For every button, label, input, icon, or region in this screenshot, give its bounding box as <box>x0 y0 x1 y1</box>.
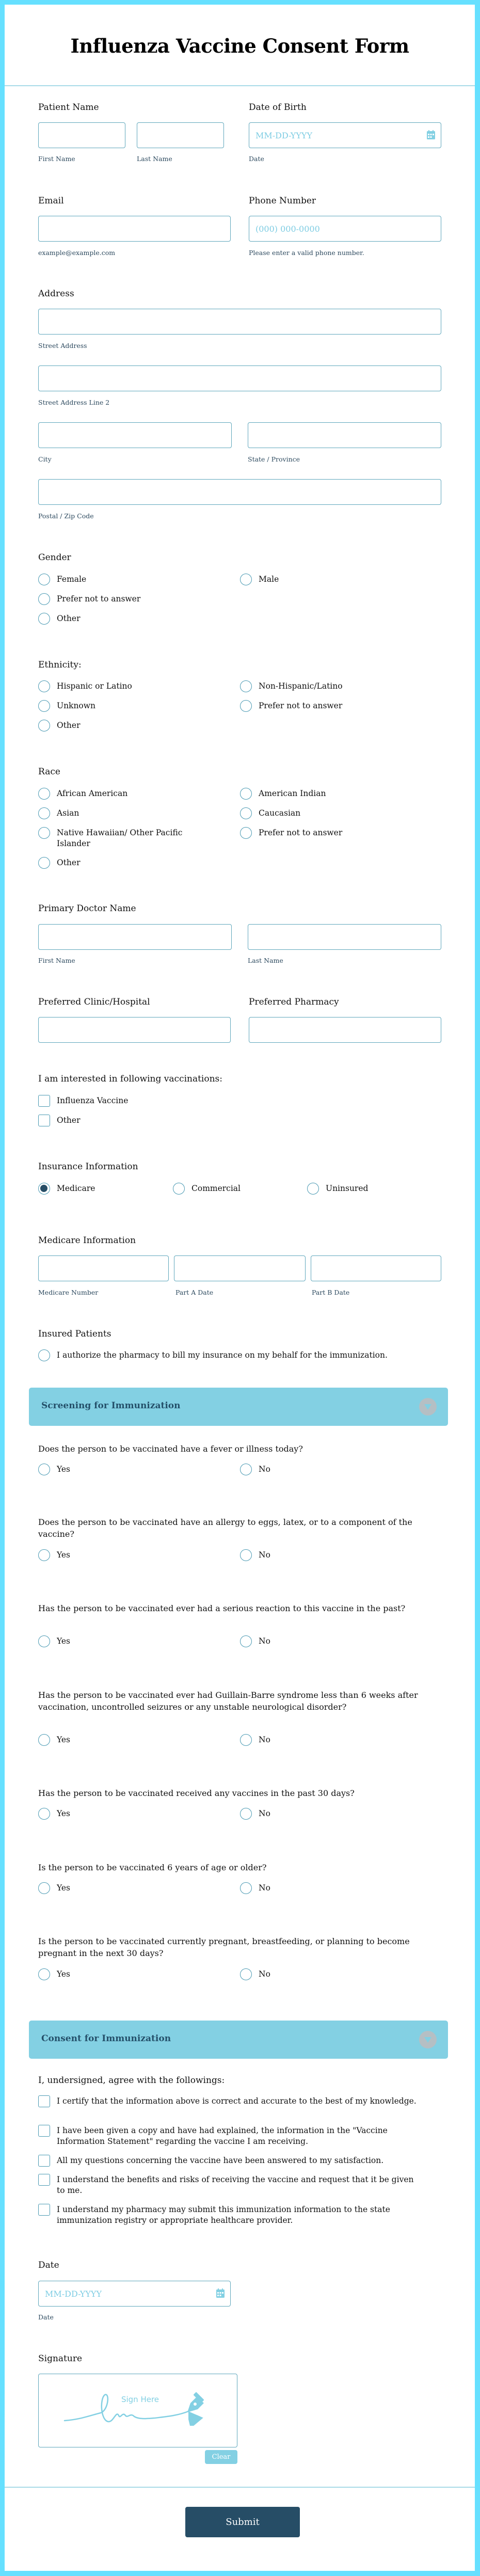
ethnicity-option-hispanic[interactable] <box>38 681 132 692</box>
screening-q4-option-yes[interactable] <box>38 1735 70 1746</box>
signature-label: Signature <box>38 2354 83 2364</box>
gender-option-other[interactable] <box>38 613 81 625</box>
radio-button[interactable] <box>38 1635 50 1647</box>
option-label: No <box>259 1969 270 1979</box>
consent-item-1[interactable] <box>38 2096 420 2107</box>
ethnicity-option-prefer-not[interactable] <box>240 701 342 712</box>
screening-question-5: Has the person to be vaccinated received any vaccines in the past 30 days? <box>38 1788 355 1798</box>
consent-label: I, undersigned, agree with the followings: <box>38 2075 225 2086</box>
race-option-native-hawaiian[interactable] <box>38 828 203 849</box>
address-label: Address <box>38 289 74 299</box>
insurance-option-uninsured[interactable] <box>307 1183 368 1195</box>
option-label: African American <box>57 789 128 798</box>
insured-authorize-option[interactable] <box>38 1350 388 1361</box>
vaccination-option-other[interactable] <box>38 1115 81 1126</box>
option-label: No <box>259 1735 270 1744</box>
option-label: Influenza Vaccine <box>57 1096 129 1105</box>
option-label: Yes <box>57 1735 71 1744</box>
street-address-line2-input[interactable] <box>38 365 441 391</box>
screening-question-6: Is the person to be vaccinated 6 years of age or older? <box>38 1863 267 1872</box>
checkbox[interactable] <box>38 1095 50 1107</box>
radio-button[interactable] <box>38 827 50 839</box>
calendar-icon[interactable] <box>427 130 435 139</box>
radio-button[interactable] <box>38 720 50 732</box>
doctor-name-label: Primary Doctor Name <box>38 903 136 914</box>
collapse-toggle-icon[interactable] <box>419 2031 437 2048</box>
radio-button[interactable] <box>38 613 50 625</box>
option-label: I understand my pharmacy may submit this immunization information to the state immunization registry or appropriate healthcare provider. <box>57 2205 390 2225</box>
consent-item-2[interactable] <box>38 2125 420 2147</box>
section-title: Screening for Immunization <box>41 1401 181 1411</box>
gender-option-female[interactable] <box>38 574 86 585</box>
option-label: Medicare <box>57 1184 95 1193</box>
date-input[interactable] <box>38 2281 231 2307</box>
checkbox[interactable] <box>38 2204 50 2216</box>
dob-field <box>249 122 441 148</box>
option-label: Other <box>57 858 81 867</box>
submit-button[interactable]: Submit <box>185 2507 300 2537</box>
radio-button[interactable] <box>240 1968 252 1980</box>
radio-button[interactable] <box>38 574 50 585</box>
option-label: Yes <box>57 1465 71 1474</box>
radio-button-selected[interactable] <box>38 1183 50 1195</box>
radio-button[interactable] <box>38 1464 50 1475</box>
phone-label: Phone Number <box>249 196 316 206</box>
pharmacy-label: Preferred Pharmacy <box>249 997 339 1007</box>
race-option-prefer-not[interactable] <box>240 828 342 839</box>
email-input[interactable] <box>38 216 231 242</box>
screening-q4-option-no[interactable] <box>240 1735 270 1746</box>
section-title: Consent for Immunization <box>41 2033 171 2044</box>
doctor-last-name-sublabel: Last Name <box>248 957 283 964</box>
pharmacy-input[interactable] <box>249 1017 441 1043</box>
screening-question-2: Does the person to be vaccinated have an allergy to eggs, latex, or to a component of the vaccine? <box>38 1517 412 1539</box>
radio-button[interactable] <box>240 1635 252 1647</box>
radio-button[interactable] <box>240 1549 252 1561</box>
date-field <box>38 2281 231 2307</box>
option-label: I authorize the pharmacy to bill my insurance on my behalf for the immunization. <box>57 1350 388 1360</box>
screening-q6-option-no[interactable] <box>240 1883 270 1894</box>
screening-q3-option-yes[interactable] <box>38 1636 70 1647</box>
medicare-number-sublabel: Medicare Number <box>38 1289 99 1296</box>
doctor-first-name-sublabel: First Name <box>38 957 75 964</box>
option-label: Asian <box>57 808 79 818</box>
city-input[interactable] <box>38 422 232 448</box>
calendar-icon[interactable] <box>216 2288 225 2298</box>
screening-question-7: Is the person to be vaccinated currently pregnant, breastfeeding, or planning to become pregnant in the next 30 days? <box>38 1936 410 1958</box>
option-label: Native Hawaiian/ Other Pacific Islander <box>57 828 183 848</box>
screening-q7-option-no[interactable] <box>240 1969 270 1980</box>
form-title: Influenza Vaccine Consent Form <box>70 35 409 57</box>
radio-button[interactable] <box>240 788 252 800</box>
radio-button[interactable] <box>38 807 50 819</box>
option-label: Non-Hispanic/Latino <box>259 681 343 691</box>
option-label: No <box>259 1883 270 1893</box>
race-option-asian[interactable] <box>38 808 79 819</box>
radio-button[interactable] <box>38 857 50 869</box>
option-label: No <box>259 1465 270 1474</box>
radio-button[interactable] <box>307 1183 319 1195</box>
street-address-input[interactable] <box>38 309 441 335</box>
ethnicity-label: Ethnicity: <box>38 660 82 670</box>
option-label: Female <box>57 575 87 584</box>
patient-name-label: Patient Name <box>38 102 99 113</box>
zip-input[interactable] <box>38 479 441 505</box>
street-address-sublabel: Street Address <box>38 342 87 349</box>
collapse-toggle-icon[interactable] <box>419 1398 437 1416</box>
patient-last-name-input[interactable] <box>137 122 224 148</box>
option-label: Yes <box>57 1969 71 1979</box>
radio-button[interactable] <box>38 593 50 605</box>
option-label: Hispanic or Latino <box>57 681 132 691</box>
screening-question-1: Does the person to be vaccinated have a fever or illness today? <box>38 1444 303 1454</box>
option-label: Prefer not to answer <box>259 701 343 710</box>
option-label: Prefer not to answer <box>259 828 343 837</box>
state-sublabel: State / Province <box>248 455 300 463</box>
first-name-sublabel: First Name <box>38 155 75 163</box>
option-label: Yes <box>57 1809 71 1818</box>
radio-button[interactable] <box>240 1882 252 1894</box>
radio-button[interactable] <box>240 574 252 585</box>
doctor-first-name-input[interactable] <box>38 924 232 950</box>
last-name-sublabel: Last Name <box>137 155 172 163</box>
radio-button[interactable] <box>38 1808 50 1820</box>
consent-item-4[interactable] <box>38 2174 420 2196</box>
option-label: No <box>259 1550 270 1560</box>
option-label: Prefer not to answer <box>57 594 141 603</box>
ethnicity-option-non-hispanic[interactable] <box>240 681 343 692</box>
gender-option-male[interactable] <box>240 574 279 585</box>
option-label: Male <box>259 575 279 584</box>
vaccination-option-influenza[interactable] <box>38 1095 128 1107</box>
gender-label: Gender <box>38 552 71 563</box>
screening-question-4: Has the person to be vaccinated ever had Guillain-Barre syndrome less than 6 weeks after vaccination, uncontrolled seizures or any unstable neurological disorder? <box>38 1690 418 1712</box>
radio-button[interactable] <box>38 1549 50 1561</box>
consent-section-header[interactable] <box>29 2021 448 2059</box>
insurance-option-medicare[interactable] <box>38 1183 95 1195</box>
dob-input[interactable] <box>249 122 441 148</box>
option-label: Commercial <box>191 1184 241 1193</box>
race-option-caucasian[interactable] <box>240 808 300 819</box>
vaccinations-label: I am interested in following vaccinations: <box>38 1074 222 1084</box>
gender-option-prefer-not[interactable] <box>38 594 140 605</box>
part-a-date-input[interactable] <box>174 1255 306 1281</box>
radio-button[interactable] <box>38 1349 50 1361</box>
medicare-number-input[interactable] <box>38 1255 169 1281</box>
radio-button[interactable] <box>38 1882 50 1894</box>
race-option-african-american[interactable] <box>38 788 127 800</box>
option-label: Yes <box>57 1550 71 1560</box>
radio-button[interactable] <box>38 788 50 800</box>
option-label: All my questions concerning the vaccine have been answered to my satisfaction. <box>57 2156 384 2165</box>
radio-button[interactable] <box>240 827 252 839</box>
race-option-other[interactable] <box>38 857 81 869</box>
option-label: Other <box>57 1116 81 1125</box>
dob-label: Date of Birth <box>249 102 307 113</box>
checkbox[interactable] <box>38 2174 50 2186</box>
option-label: Other <box>57 721 81 730</box>
street-address-line2-sublabel: Street Address Line 2 <box>38 399 110 406</box>
part-a-date-sublabel: Part A Date <box>175 1289 214 1296</box>
signature-pen-icon <box>59 2390 209 2426</box>
screening-question-3: Has the person to be vaccinated ever had a serious reaction to this vaccine in the past? <box>38 1603 406 1613</box>
screening-q6-option-yes[interactable] <box>38 1883 70 1894</box>
screening-q1-option-yes[interactable] <box>38 1464 70 1475</box>
insurance-label: Insurance Information <box>38 1162 138 1172</box>
clear-signature-button[interactable]: Clear <box>205 2450 237 2464</box>
checkbox[interactable] <box>38 2155 50 2167</box>
option-label: I have been given a copy and have had explained, the information in the "Vaccine Information Statement" regarding the vaccine I am receiving. <box>57 2126 388 2146</box>
dob-sublabel: Date <box>249 155 264 163</box>
option-label: Yes <box>57 1636 71 1646</box>
consent-item-3[interactable] <box>38 2155 430 2167</box>
screening-q1-option-no[interactable] <box>240 1464 270 1475</box>
option-label: Other <box>57 614 81 623</box>
clinic-input[interactable] <box>38 1017 231 1043</box>
option-label: Uninsured <box>326 1184 369 1193</box>
patient-first-name-input[interactable] <box>38 122 125 148</box>
ethnicity-option-unknown[interactable] <box>38 701 95 712</box>
option-label: No <box>259 1636 270 1646</box>
option-label: Caucasian <box>259 808 301 818</box>
radio-button[interactable] <box>240 807 252 819</box>
option-label: I understand the benefits and risks of receiving the vaccine and request that it be given to me. <box>57 2175 414 2195</box>
option-label: No <box>259 1809 270 1818</box>
radio-button[interactable] <box>38 1968 50 1980</box>
screening-q7-option-yes[interactable] <box>38 1969 70 1980</box>
header-divider <box>5 85 475 86</box>
form-card <box>5 5 475 2571</box>
clinic-label: Preferred Clinic/Hospital <box>38 997 150 1007</box>
radio-button[interactable] <box>240 1464 252 1475</box>
state-input[interactable] <box>248 422 441 448</box>
radio-button[interactable] <box>240 680 252 692</box>
consent-item-5[interactable] <box>38 2204 430 2226</box>
radio-button[interactable] <box>38 700 50 712</box>
radio-button[interactable] <box>240 700 252 712</box>
radio-button[interactable] <box>173 1183 185 1195</box>
option-label: I certify that the information above is correct and accurate to the best of my knowledge. <box>57 2096 417 2106</box>
screening-q2-option-yes[interactable] <box>38 1550 70 1561</box>
checkbox[interactable] <box>38 2095 50 2107</box>
date-label: Date <box>38 2260 59 2270</box>
race-label: Race <box>38 767 60 777</box>
screening-q5-option-no[interactable] <box>240 1808 270 1820</box>
footer-divider <box>5 2487 475 2488</box>
screening-q5-option-yes[interactable] <box>38 1808 70 1820</box>
radio-button[interactable] <box>38 1734 50 1746</box>
signature-pad[interactable] <box>38 2374 237 2447</box>
option-label: Unknown <box>57 701 96 710</box>
part-b-date-input[interactable] <box>311 1255 441 1281</box>
radio-button[interactable] <box>38 680 50 692</box>
checkbox[interactable] <box>38 1115 50 1126</box>
email-label: Email <box>38 196 64 206</box>
sign-here-prompt: Sign Here <box>121 2395 159 2404</box>
radio-button[interactable] <box>240 1734 252 1746</box>
phone-input[interactable] <box>249 216 441 242</box>
option-label: Yes <box>57 1883 71 1893</box>
race-option-american-indian[interactable] <box>240 788 326 800</box>
screening-q2-option-no[interactable] <box>240 1550 270 1561</box>
radio-button[interactable] <box>240 1808 252 1820</box>
medicare-info-label: Medicare Information <box>38 1235 136 1246</box>
email-sublabel: example@example.com <box>38 249 116 257</box>
ethnicity-option-other[interactable] <box>38 720 81 732</box>
phone-sublabel: Please enter a valid phone number. <box>249 249 364 257</box>
insured-patients-label: Insured Patients <box>38 1329 111 1339</box>
date-sublabel: Date <box>38 2313 54 2321</box>
option-label: American Indian <box>259 789 326 798</box>
checkbox[interactable] <box>38 2125 50 2137</box>
part-b-date-sublabel: Part B Date <box>312 1289 350 1296</box>
insurance-option-commercial[interactable] <box>173 1183 241 1195</box>
doctor-last-name-input[interactable] <box>248 924 441 950</box>
screening-section-header[interactable] <box>29 1388 448 1426</box>
city-sublabel: City <box>38 455 52 463</box>
zip-sublabel: Postal / Zip Code <box>38 512 94 520</box>
screening-q3-option-no[interactable] <box>240 1636 270 1647</box>
